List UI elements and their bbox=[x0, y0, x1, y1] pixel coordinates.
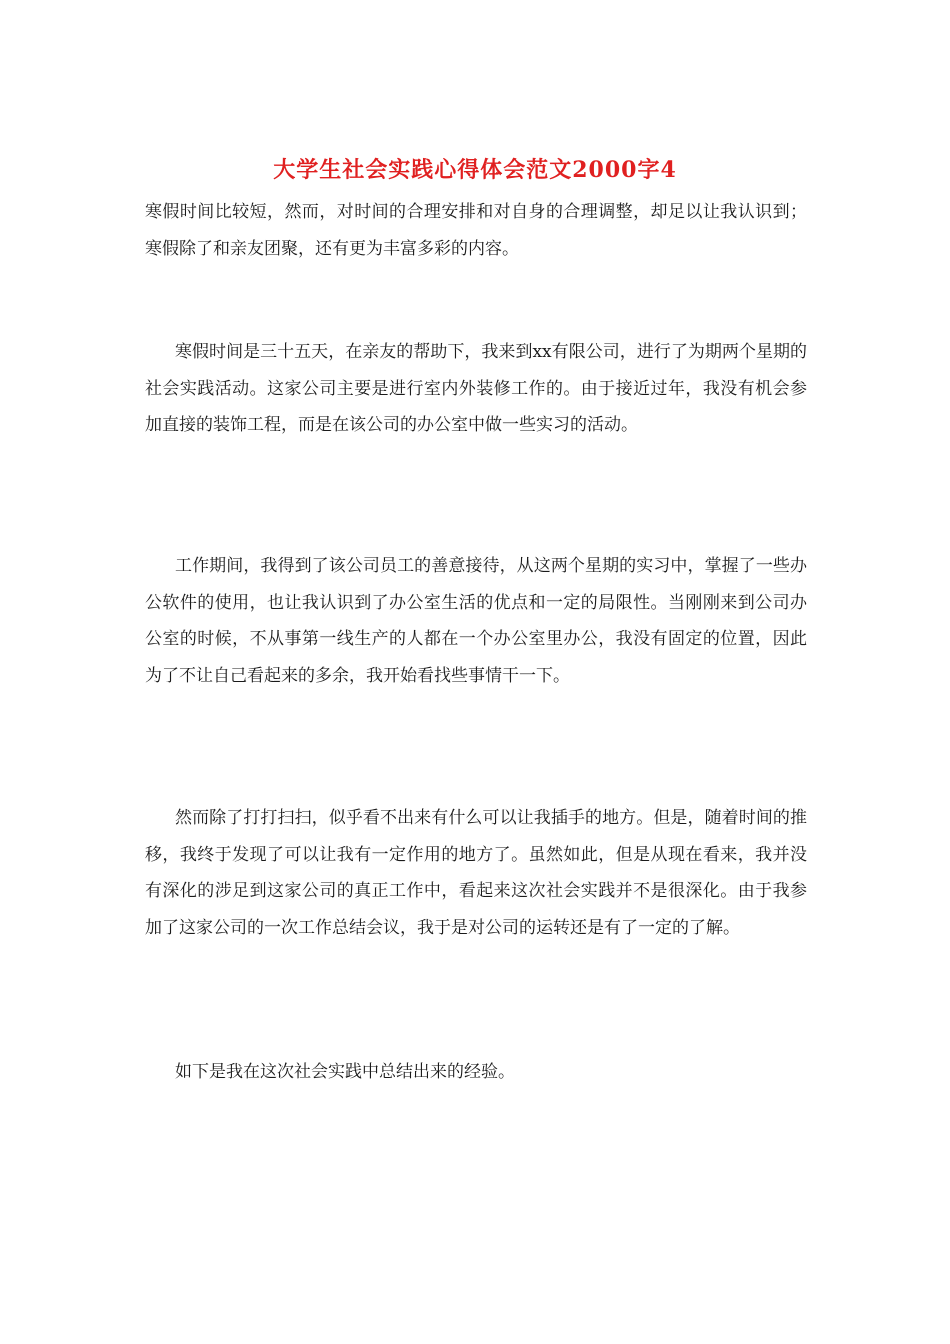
paragraph-intro: 寒假时间比较短，然而，对时间的合理安排和对自身的合理调整，却足以让我认识到；寒假除了和亲友团聚，还有更为丰富多彩的内容。 bbox=[145, 202, 807, 259]
paragraph-summary-lead: 如下是我在这次社会实践中总结出来的经验。 bbox=[175, 1062, 515, 1082]
paragraph-reflection: 然而除了打打扫扫，似乎看不出来有什么可以让我插手的地方。但是，随着时间的推移，我终于发现了可以让我有一定作用的地方了。虽然如此，但是从现在看来，我并没有深化的涉足到这家公司的真正工作中，看起来这次社会实践并不是很深化。由于我参加了这家公司的一次工作总结会议，我于是对公司的运转还是有了一定的了解。 bbox=[145, 808, 807, 938]
paragraph-work-period: 工作期间，我得到了该公司员工的善意接待，从这两个星期的实习中，掌握了一些办公软件的使用，也让我认识到了办公室生活的优点和一定的局限性。当刚刚来到公司办公室的时候，不从事第一线生产的人都在一个办公室里办公，我没有固定的位置，因此为了不让自己看起来的多余，我开始看找些事情干一下。 bbox=[145, 556, 807, 686]
paragraph-internship: 寒假时间是三十五天，在亲友的帮助下，我来到xx有限公司，进行了为期两个星期的社会实践活动。这家公司主要是进行室内外装修工作的。由于接近过年，我没有机会参加直接的装饰工程，而是在该公司的办公室中做一些实习的活动。 bbox=[145, 342, 807, 435]
document-title: 大学生社会实践心得体会范文2000字4 bbox=[273, 157, 677, 183]
